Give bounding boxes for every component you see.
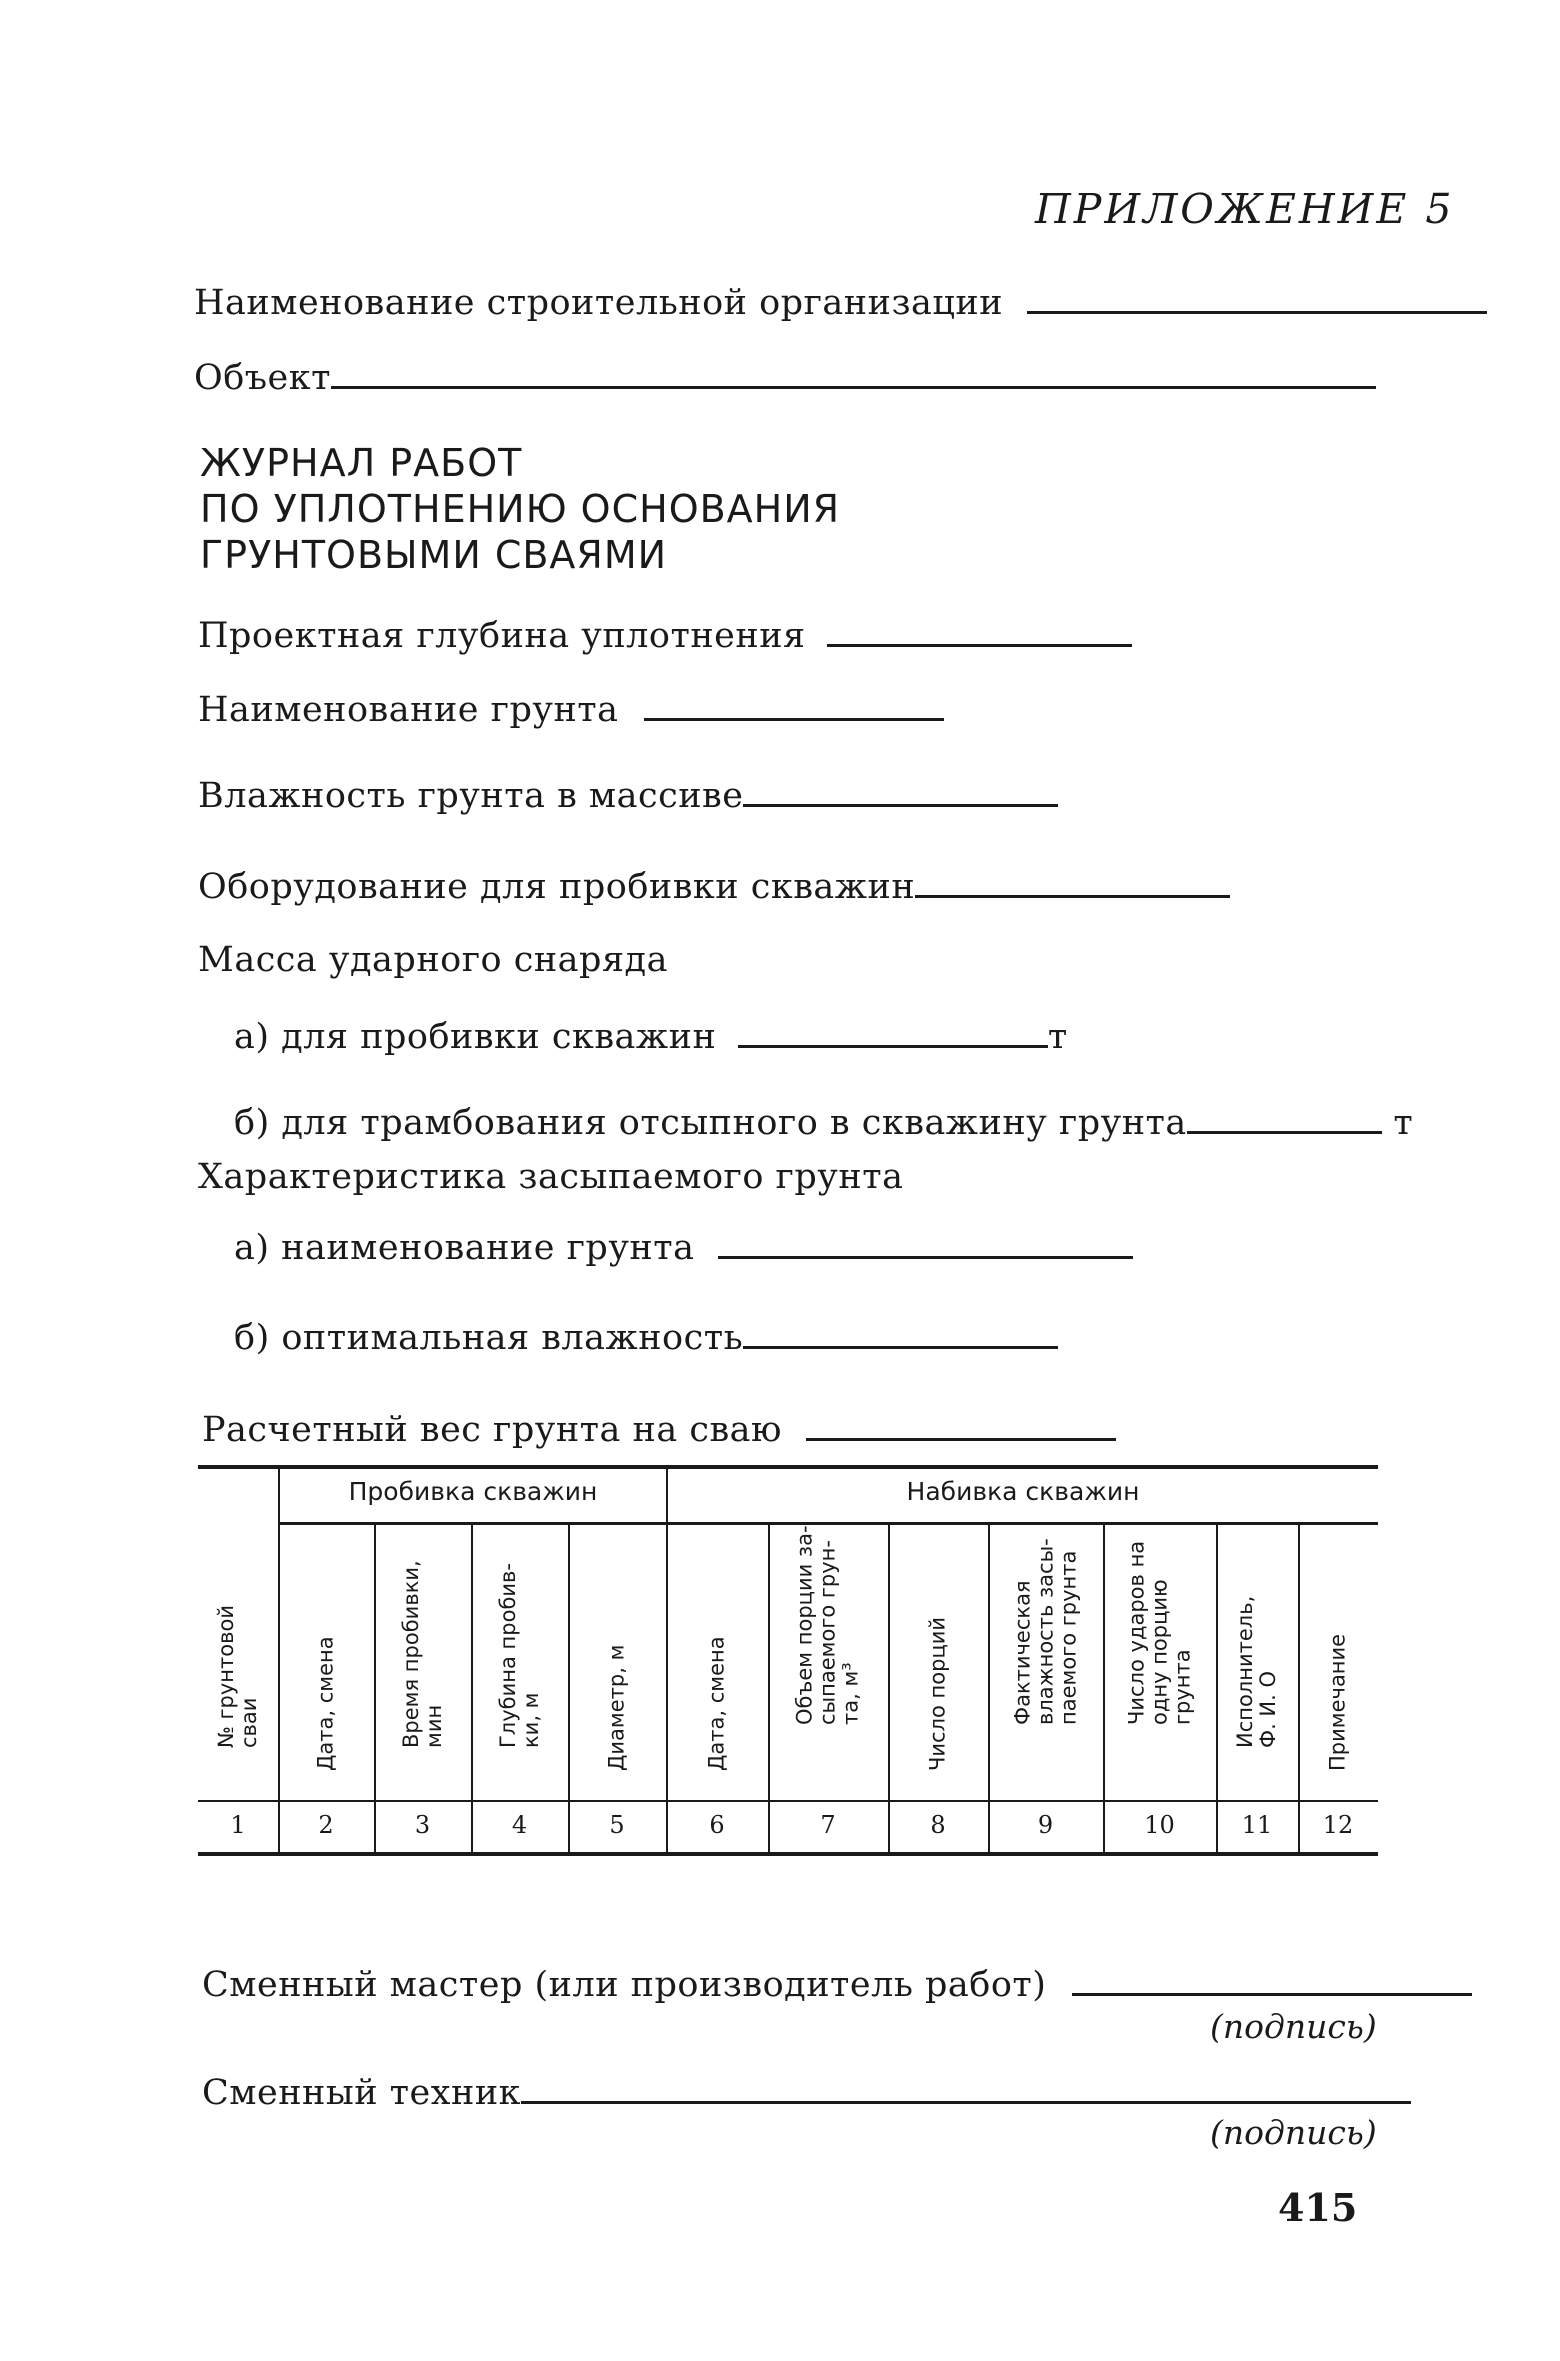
col-number: 2 <box>318 1811 334 1839</box>
col-number: 8 <box>930 1811 946 1839</box>
weight-label: Расчетный вес грунта на сваю <box>202 1410 782 1450</box>
col-header-fill-date <box>666 1560 768 1800</box>
fill-a-blank[interactable] <box>718 1256 1133 1259</box>
col-header-portion-count <box>888 1560 988 1800</box>
master-label: Сменный мастер (или производитель работ) <box>202 1965 1047 2005</box>
org-blank[interactable] <box>1027 311 1487 314</box>
col-number: 4 <box>511 1811 528 1839</box>
mass-a-field <box>234 1017 1068 1057</box>
page-number: 415 <box>1278 2185 1358 2230</box>
equipment-blank[interactable] <box>915 895 1230 898</box>
tech-label: Сменный техник <box>202 2073 522 2113</box>
col-header-portion-volume <box>768 1525 888 1800</box>
col-number: 12 <box>1322 1811 1354 1839</box>
group-drilling: Пробивка скважин <box>348 1477 598 1506</box>
col-number: 11 <box>1241 1811 1273 1839</box>
col-header-note <box>1298 1560 1378 1800</box>
col-header-actual-moisture <box>988 1538 1103 1800</box>
col-header-text: Дата, смена <box>704 1636 729 1771</box>
col-header-blows <box>1103 1540 1216 1800</box>
table-bottom-rule <box>198 1852 1378 1856</box>
master-signature-note: (подпись) <box>1210 2007 1377 2046</box>
col-header-text: Фактическая влажность засы- паемого грунта <box>1010 1538 1080 1725</box>
mass-b-field <box>234 1103 1413 1143</box>
mass-b-label: б) для трамбования отсыпного в скважину грунта <box>234 1103 1187 1143</box>
fill-a-label: а) наименование грунта <box>234 1228 695 1268</box>
equipment-label: Оборудование для пробивки скважин <box>198 867 916 907</box>
org-field <box>194 283 1487 323</box>
tech-signature-blank[interactable] <box>521 2101 1411 2104</box>
mass-a-unit: т <box>1047 1017 1068 1057</box>
mass-a-blank[interactable] <box>738 1045 1048 1048</box>
equipment-field <box>198 867 1230 907</box>
weight-field <box>202 1410 1116 1450</box>
col-header-pile-number <box>198 1560 278 1800</box>
title-line-3: ГРУНТОВЫМИ СВАЯМИ <box>200 533 668 577</box>
tech-signature-note: (подпись) <box>1210 2113 1377 2152</box>
tech-signature-field <box>202 2073 1411 2113</box>
depth-blank[interactable] <box>827 644 1132 647</box>
col-header-text: Объем порции за- сыпаемого грун- та, м³ <box>792 1525 863 1725</box>
depth-label: Проектная глубина уплотнения <box>198 616 806 656</box>
col-header-diameter <box>568 1560 666 1800</box>
group-filling: Набивка скважин <box>906 1477 1140 1506</box>
col-number: 3 <box>414 1811 431 1839</box>
journal-title <box>200 440 900 578</box>
col-number: 10 <box>1144 1811 1175 1839</box>
object-blank[interactable] <box>331 386 1376 389</box>
col-number: 5 <box>609 1811 625 1839</box>
col-number: 6 <box>709 1811 725 1839</box>
fill-b-field <box>234 1318 1058 1358</box>
mass-b-blank[interactable] <box>1187 1131 1382 1134</box>
moisture-blank[interactable] <box>743 804 1058 807</box>
master-signature-field <box>202 1965 1472 2005</box>
col-header-text: Дата, смена <box>313 1636 338 1771</box>
col-header-drill-date <box>278 1560 374 1800</box>
title-line-2: ПО УПЛОТНЕНИЮ ОСНОВАНИЯ <box>200 487 841 531</box>
title-line-1: ЖУРНАЛ РАБОТ <box>200 441 523 485</box>
fill-b-blank[interactable] <box>743 1346 1058 1349</box>
soil-name-blank[interactable] <box>644 718 944 721</box>
moisture-label: Влажность грунта в массиве <box>198 776 744 816</box>
col-header-drill-depth <box>471 1560 568 1800</box>
col-header-text: Исполнитель, Ф. И. О <box>1233 1595 1280 1748</box>
col-header-text: Время пробивки, мин <box>398 1560 446 1748</box>
depth-field <box>198 616 1132 656</box>
soil-name-label: Наименование грунта <box>198 690 619 730</box>
mass-b-unit: т <box>1393 1103 1414 1143</box>
col-header-text: Число порций <box>925 1616 950 1771</box>
org-label: Наименование строительной организации <box>194 283 1004 323</box>
object-field <box>194 358 1376 398</box>
col-number: 9 <box>1037 1811 1054 1839</box>
mass-heading: Масса ударного снаряда <box>198 940 668 980</box>
col-header-drill-time <box>374 1560 471 1800</box>
col-header-text: Примечание <box>1325 1633 1350 1771</box>
table-top-rule <box>198 1465 1378 1469</box>
col-header-text: № грунтовой сваи <box>214 1605 261 1748</box>
appendix-title: ПРИЛОЖЕНИЕ 5 <box>1035 185 1455 233</box>
fill-a-field <box>234 1228 1133 1268</box>
master-signature-blank[interactable] <box>1072 1993 1472 1996</box>
weight-blank[interactable] <box>806 1438 1116 1441</box>
col-number: 7 <box>820 1811 836 1839</box>
col-header-text: Диаметр, м <box>604 1644 629 1771</box>
mass-a-label: а) для пробивки скважин <box>234 1017 717 1057</box>
col-header-text: Глубина пробив- ки, м <box>495 1563 543 1748</box>
soil-name-field <box>198 690 944 730</box>
col-header-executor <box>1216 1560 1298 1800</box>
col-header-text: Число ударов на одну порцию грунта <box>1124 1540 1194 1725</box>
fill-b-label: б) оптимальная влажность <box>234 1318 744 1358</box>
moisture-field <box>198 776 1058 816</box>
object-label: Объект <box>194 358 331 398</box>
works-journal-table <box>198 1465 1378 1865</box>
col-number: 1 <box>230 1811 246 1839</box>
fill-heading: Характеристика засыпаемого грунта <box>198 1157 904 1197</box>
